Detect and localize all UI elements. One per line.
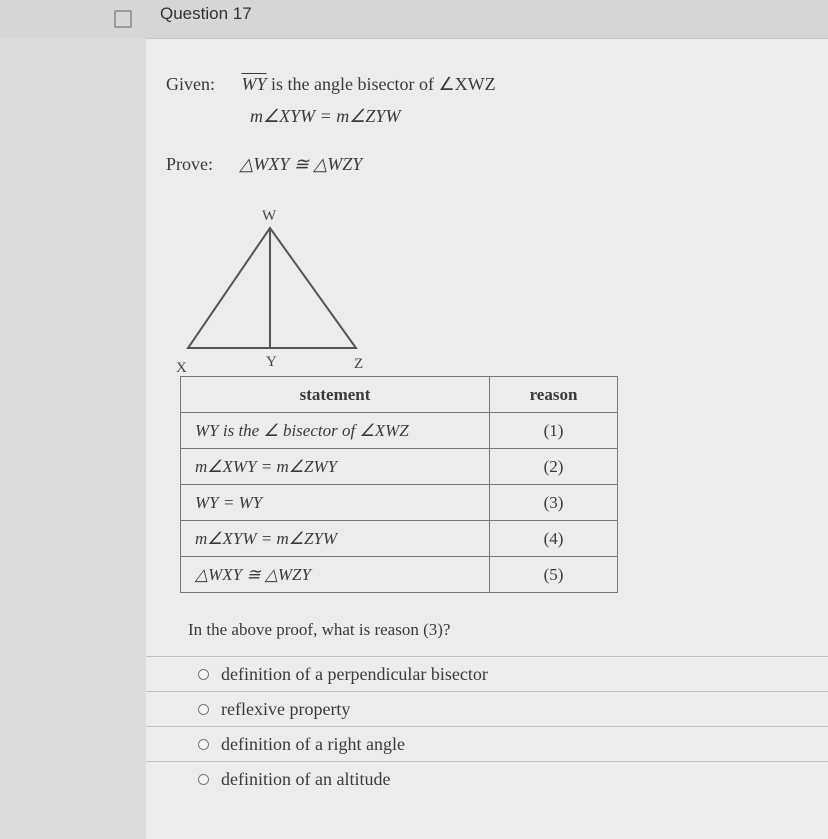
question-title: Question 17 [160, 4, 252, 23]
answer-option[interactable] [146, 761, 828, 796]
statement-cell: m∠XYW = m∠ZYW [181, 521, 490, 557]
reason-cell: (5) [490, 557, 618, 593]
vertex-label-y: Y [266, 354, 277, 370]
prove-label: Prove: [166, 154, 213, 174]
answer-options [146, 656, 828, 796]
statement-cell: △WXY ≅ △WZY [181, 557, 490, 593]
answer-option[interactable] [146, 691, 828, 726]
option-label: definition of a right angle [221, 733, 405, 754]
given-label: Given: [166, 74, 215, 94]
proof-table [180, 376, 618, 593]
triangle-outline [188, 228, 356, 348]
statement-cell: WY = WY [181, 485, 490, 521]
option-label: definition of a perpendicular bisector [221, 663, 488, 684]
table-row [181, 521, 618, 557]
triangle-figure [170, 200, 390, 380]
option-label: reflexive property [221, 698, 351, 719]
vertex-label-x: X [176, 360, 187, 376]
radio-button[interactable] [198, 739, 209, 750]
given-line-2: m∠XYW = m∠ZYW [250, 106, 401, 126]
prove-statement: △WXY ≅ △WZY [239, 154, 363, 174]
given-line-1 [166, 74, 496, 95]
table-row [181, 485, 618, 521]
radio-button[interactable] [198, 704, 209, 715]
proof-header-row [181, 377, 618, 413]
question-prompt: In the above proof, what is reason (3)? [188, 620, 451, 639]
reason-cell: (4) [490, 521, 618, 557]
table-row [181, 449, 618, 485]
vertex-label-z: Z [354, 356, 364, 372]
reason-cell: (1) [490, 413, 618, 449]
reason-header: reason [490, 377, 618, 413]
answer-option[interactable] [146, 726, 828, 761]
answer-option[interactable] [146, 656, 828, 691]
radio-button[interactable] [198, 774, 209, 785]
option-label: definition of an altitude [221, 768, 391, 789]
table-row [181, 413, 618, 449]
vertex-label-w: W [262, 208, 277, 224]
statement-cell: WY is the ∠ bisector of ∠XWZ [181, 413, 490, 449]
given-segment: $\overline{WY}$ [241, 74, 267, 94]
statement-header: statement [181, 377, 490, 413]
reason-cell: (3) [490, 485, 618, 521]
reason-cell: (2) [490, 449, 618, 485]
statement-cell: m∠XWY = m∠ZWY [181, 449, 490, 485]
flag-icon[interactable] [114, 10, 132, 28]
prove-line [166, 154, 362, 175]
given-text: is the angle bisector of ∠XWZ [266, 74, 496, 94]
radio-button[interactable] [198, 669, 209, 680]
table-row [181, 557, 618, 593]
